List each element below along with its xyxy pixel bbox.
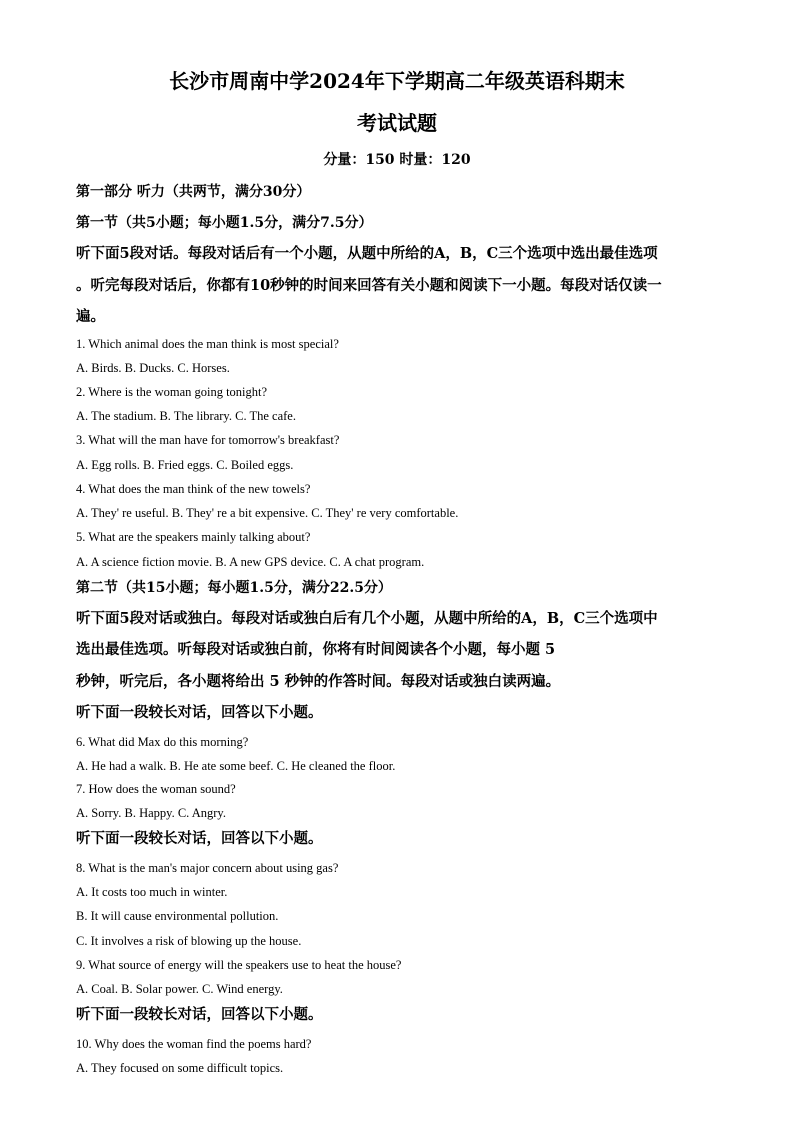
option-8a: A. It costs too much in winter. — [76, 885, 228, 899]
section1-instruction-line: 遍。 — [76, 308, 105, 325]
question-5: 5. What are the speakers mainly talking about? — [76, 530, 311, 544]
section2-instruction-line: 秒钟，听完后，各小题将给出 5 秒钟的作答时间。每段对话或独白读两遍。 — [76, 673, 561, 690]
option-8c: C. It involves a risk of blowing up the house. — [76, 934, 302, 948]
options-6: A. He had a walk. B. He ate some beef. C. He cleaned the floor. — [76, 759, 396, 773]
options-4: A. They' re useful. B. They' re a bit expensive. C. They' re very comfortable. — [76, 506, 459, 520]
section2-instruction-line: 听下面5段对话或独白。每段对话或独白后有几个小题，从题中所给的A，B，C三个选项中 — [76, 610, 658, 627]
question-9: 9. What source of energy will the speakers use to heat the house? — [76, 958, 402, 972]
question-2: 2. Where is the woman going tonight? — [76, 385, 268, 399]
question-3: 3. What will the man have for tomorrow's breakfast? — [76, 433, 340, 447]
exam-subtitle: 考试试题 — [357, 111, 437, 135]
part1-heading: 第一部分 听力（共两节，满分30分） — [76, 184, 311, 200]
options-1: A. Birds. B. Ducks. C. Horses. — [76, 361, 230, 375]
section2-instruction-line: 选出最佳选项。听每段对话或独白前，你将有时间阅读各个小题，每小题 5 — [76, 641, 556, 658]
question-6: 6. What did Max do this morning? — [76, 735, 249, 749]
question-4: 4. What does the man think of the new towels? — [76, 482, 311, 496]
dialogue-instruction: 听下面一段较长对话，回答以下小题。 — [76, 1006, 323, 1023]
section1-instruction-line: 。听完每段对话后，你都有10秒钟的时间来回答有关小题和阅读下一小题。每段对话仅读一 — [76, 277, 662, 294]
section2-heading: 第二节（共15小题；每小题1.5分，满分22.5分） — [76, 580, 392, 596]
options-9: A. Coal. B. Solar power. C. Wind energy. — [76, 982, 283, 996]
section1-instruction-line: 听下面5段对话。每段对话后有一个小题，从题中所给的A，B，C三个选项中选出最佳选项 — [76, 245, 658, 262]
question-7: 7. How does the woman sound? — [76, 782, 236, 796]
question-10: 10. Why does the woman find the poems hard? — [76, 1037, 312, 1051]
options-5: A. A science fiction movie. B. A new GPS device. C. A chat program. — [76, 555, 425, 569]
section1-heading: 第一节（共5小题；每小题1.5分，满分7.5分） — [76, 215, 373, 231]
option-8b: B. It will cause environmental pollution. — [76, 909, 279, 923]
dialogue-instruction: 听下面一段较长对话，回答以下小题。 — [76, 704, 323, 721]
score-time-info: 分量：150 时量：120 — [323, 152, 471, 168]
exam-title: 长沙市周南中学2024年下学期高二年级英语科期末 — [169, 69, 625, 93]
question-8: 8. What is the man's major concern about using gas? — [76, 861, 339, 875]
dialogue-instruction: 听下面一段较长对话，回答以下小题。 — [76, 830, 323, 847]
options-7: A. Sorry. B. Happy. C. Angry. — [76, 806, 226, 820]
question-1: 1. Which animal does the man think is most special? — [76, 337, 339, 351]
options-3: A. Egg rolls. B. Fried eggs. C. Boiled eggs. — [76, 458, 294, 472]
options-2: A. The stadium. B. The library. C. The cafe. — [76, 409, 296, 423]
option-10a: A. They focused on some difficult topics. — [76, 1061, 284, 1075]
